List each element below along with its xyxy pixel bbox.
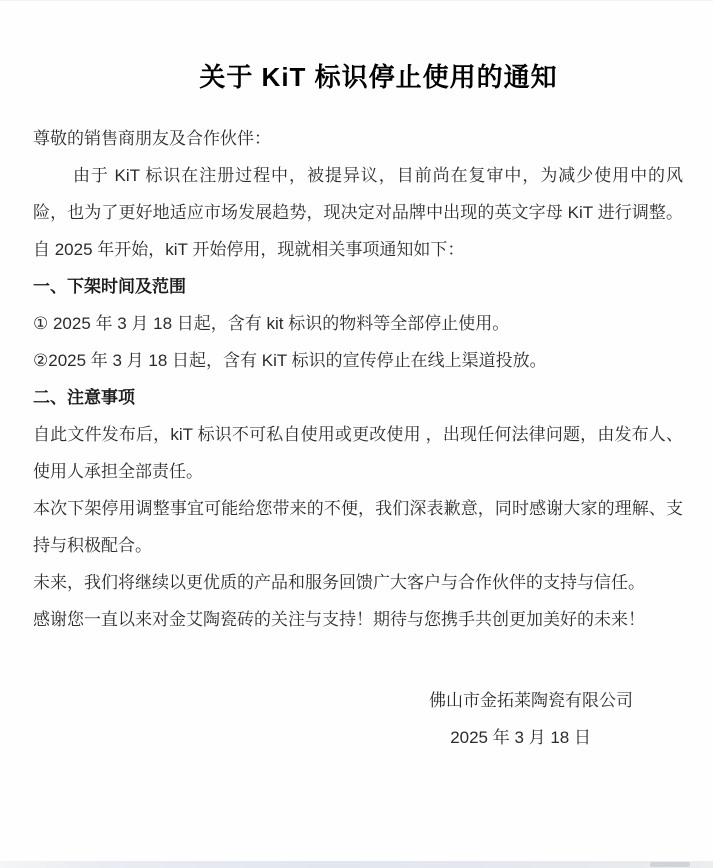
horizontal-scrollbar-track[interactable]	[0, 861, 713, 868]
section2-paragraph-1: 自此文件发布后，kiT 标识不可私自使用或更改使用 ，出现任何法律问题，由发布人、使用人承担全部责任。	[33, 425, 683, 481]
page-title: 关于 KiT 标识停止使用的通知	[199, 62, 558, 93]
section1-item-1: ① 2025 年 3 月 18 日起，含有 kit 标识的物料等全部停止使用。	[33, 314, 510, 333]
section2-heading: 二、注意事项	[33, 388, 135, 407]
salutation-line: 尊敬的销售商朋友及合作伙伴：	[33, 129, 271, 148]
intro-paragraph: 由于 KiT 标识在注册过程中，被提异议，目前尚在复审中，为减少使用中的风险，也为了更好地适应市场发展趋势，现决定对品牌中出现的英文字母 KiT 进行调整。自 2025 年开始，kiT 开始停用，现就相关事项通知如下：	[33, 166, 683, 259]
section2-paragraph-3: 未来，我们将继续以更优质的产品和服务回馈广大客户与合作伙伴的支持与信任。	[33, 573, 645, 592]
signature-company: 佛山市金拓莱陶瓷有限公司	[429, 691, 633, 710]
signature-date: 2025 年 3 月 18 日	[450, 728, 591, 747]
horizontal-scrollbar-thumb[interactable]	[650, 862, 690, 867]
signature-block	[33, 682, 683, 756]
section1-item-2: ②2025 年 3 月 18 日起，含有 KiT 标识的宣传停止在线上渠道投放。	[33, 351, 547, 370]
document-body	[33, 120, 683, 756]
section2-paragraph-2: 本次下架停用调整事宜可能给您带来的不便，我们深表歉意，同时感谢大家的理解、支持与积极配合。	[33, 499, 683, 555]
section1-heading: 一、下架时间及范围	[33, 277, 186, 296]
section2-paragraph-4: 感谢您一直以来对金艾陶瓷砖的关注与支持！期待与您携手共创更加美好的未来！	[33, 610, 645, 629]
